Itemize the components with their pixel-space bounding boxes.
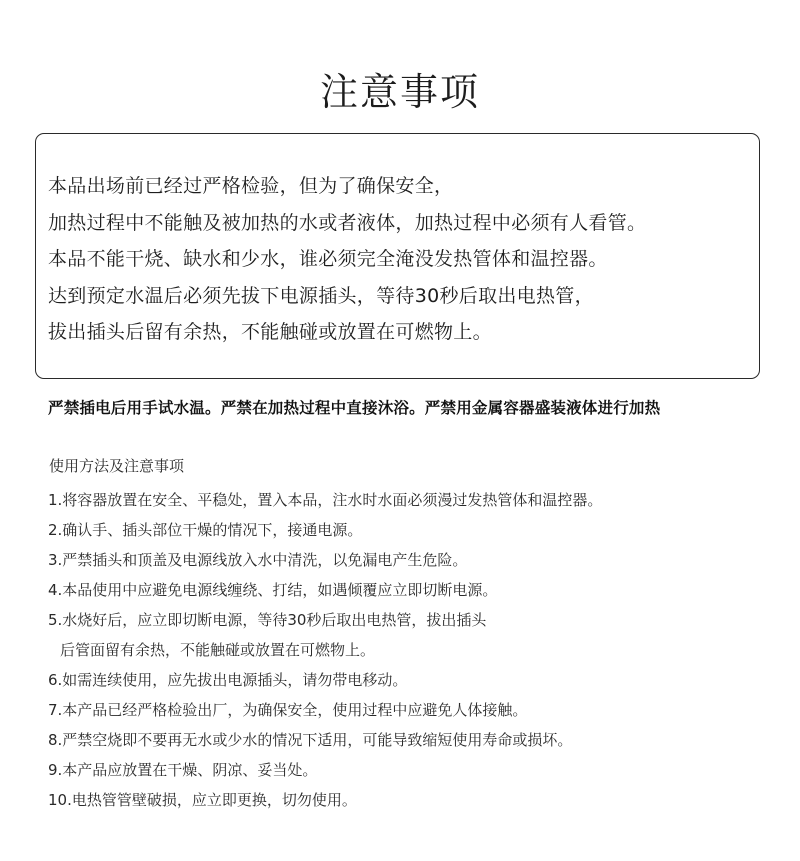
- warning-line: 本品出场前已经过严格检验，但为了确保安全，: [48, 175, 454, 197]
- instruction-item-continuation: 后管面留有余热，不能触碰或放置在可燃物上。: [60, 641, 376, 659]
- instruction-item: 6.如需连续使用，应先拔出电源插头，请勿带电移动。: [48, 671, 408, 689]
- warning-line: 拔出插头后留有余热，不能触碰或放置在可燃物上。: [48, 321, 492, 343]
- instruction-item: 8.严禁空烧即不要再无水或少水的情况下适用，可能导致缩短使用寿命或损坏。: [48, 731, 573, 749]
- instruction-item: 10.电热管管壁破损，应立即更换，切勿使用。: [48, 791, 357, 809]
- instructions-list: [48, 485, 602, 815]
- instruction-item: 1.将容器放置在安全、平稳处，置入本品，注水时水面必须漫过发热管体和温控器。: [48, 491, 603, 509]
- instruction-item: 5.水烧好后，应立即切断电源，等待30秒后取出电热管，拔出插头: [48, 611, 487, 629]
- instruction-item: 4.本品使用中应避免电源线缠绕、打结，如遇倾覆应立即切断电源。: [48, 581, 498, 599]
- warning-box: [35, 133, 760, 379]
- warning-line: 加热过程中不能触及被加热的水或者液体，加热过程中必须有人看管。: [48, 211, 647, 234]
- warning-line: 本品不能干烧、缺水和少水，谁必须完全淹没发热管体和温控器。: [48, 248, 608, 270]
- instruction-item: 9.本产品应放置在干燥、阴凉、妥当处。: [48, 761, 318, 779]
- page-title: 注意事项: [319, 70, 480, 114]
- warning-lines: [48, 168, 646, 351]
- instruction-item: 7.本产品已经严格检验出厂，为确保安全，使用过程中应避免人体接触。: [48, 701, 528, 719]
- instruction-item: 3.严禁插头和顶盖及电源线放入水中清洗，以免漏电产生危险。: [48, 551, 468, 569]
- instructions-title: 使用方法及注意事项: [49, 457, 185, 475]
- instruction-item: 2.确认手、插头部位干燥的情况下，接通电源。: [48, 521, 363, 539]
- bold-warning: 严禁插电后用手试水温。严禁在加热过程中直接沐浴。严禁用金属容器盛装液体进行加热: [48, 399, 661, 417]
- warning-line: 达到预定水温后必须先拔下电源插头，等待30秒后取出电热管，: [48, 284, 594, 307]
